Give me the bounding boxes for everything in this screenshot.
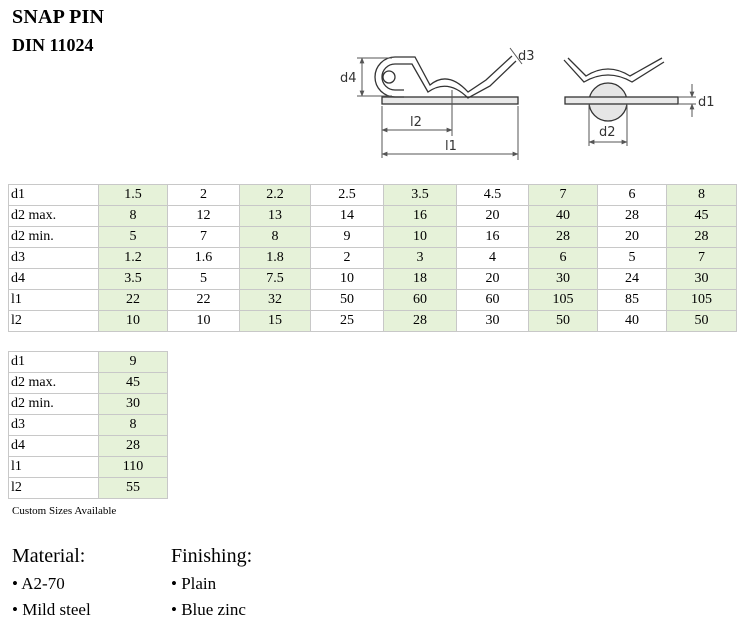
table-row	[9, 415, 168, 436]
row-label: d3	[9, 248, 99, 269]
table-cell: 14	[311, 206, 384, 227]
table-row	[9, 311, 737, 332]
table-cell: 50	[529, 311, 598, 332]
table-row	[9, 290, 737, 311]
table-cell: 28	[667, 227, 737, 248]
material-item: • A2-70	[12, 574, 65, 593]
table-row	[9, 269, 737, 290]
table-cell: 6	[529, 248, 598, 269]
row-label: l1	[9, 290, 99, 311]
table-row	[9, 457, 168, 478]
table-row	[9, 352, 168, 373]
table-cell: 30	[99, 394, 168, 415]
table-cell: 40	[529, 206, 598, 227]
material-item: • Mild steel	[12, 600, 91, 619]
table-cell: 60	[384, 290, 457, 311]
row-label: d2 min.	[9, 394, 99, 415]
row-label: d2 min.	[9, 227, 99, 248]
table-cell: 3.5	[99, 269, 168, 290]
table-cell: 1.2	[99, 248, 168, 269]
dim-label-d2: d2	[599, 125, 616, 140]
table-cell: 50	[667, 311, 737, 332]
table-row	[9, 394, 168, 415]
custom-sizes-note: Custom Sizes Available	[12, 505, 117, 517]
dim-label-d4: d4	[340, 71, 357, 86]
table-cell: 4.5	[457, 185, 529, 206]
table-cell: 8	[99, 415, 168, 436]
table-cell: 105	[529, 290, 598, 311]
table-cell: 30	[529, 269, 598, 290]
table-row	[9, 227, 737, 248]
table-cell: 60	[457, 290, 529, 311]
row-label: d1	[9, 185, 99, 206]
table-cell: 45	[667, 206, 737, 227]
table-cell: 28	[598, 206, 667, 227]
table-row	[9, 373, 168, 394]
table-cell: 5	[598, 248, 667, 269]
row-label: d2 max.	[9, 206, 99, 227]
table-cell: 22	[99, 290, 168, 311]
table-cell: 13	[240, 206, 311, 227]
table-cell: 3.5	[384, 185, 457, 206]
pin-end-view	[564, 58, 678, 121]
row-label: d2 max.	[9, 373, 99, 394]
finishing-heading: Finishing:	[171, 545, 253, 567]
row-label: l2	[9, 311, 99, 332]
table-cell: 2	[168, 185, 240, 206]
row-label: d4	[9, 269, 99, 290]
pin-side-clip	[375, 56, 516, 98]
row-label: l2	[9, 478, 99, 499]
table-cell: 45	[99, 373, 168, 394]
table-cell: 1.6	[168, 248, 240, 269]
table-cell: 85	[598, 290, 667, 311]
table-cell: 40	[598, 311, 667, 332]
row-label: d4	[9, 436, 99, 457]
finishing-item: • Plain	[171, 574, 217, 593]
table-cell: 32	[240, 290, 311, 311]
table-cell: 4	[457, 248, 529, 269]
table-cell: 25	[311, 311, 384, 332]
page-subtitle: DIN 11024	[12, 35, 94, 55]
material-section	[12, 545, 91, 626]
table-cell: 16	[384, 206, 457, 227]
table-cell: 15	[240, 311, 311, 332]
table-cell: 20	[457, 206, 529, 227]
dimensions-table-main	[8, 184, 737, 332]
table-cell: 18	[384, 269, 457, 290]
table-row	[9, 436, 168, 457]
table-cell: 20	[598, 227, 667, 248]
page-title: SNAP PIN	[12, 6, 105, 28]
table-cell: 105	[667, 290, 737, 311]
table-row	[9, 185, 737, 206]
table-cell: 10	[311, 269, 384, 290]
dim-label-d1: d1	[698, 95, 715, 110]
table-cell: 8	[240, 227, 311, 248]
pin-side-view	[382, 97, 518, 104]
table-cell: 1.8	[240, 248, 311, 269]
dim-label-l1: l1	[445, 139, 457, 154]
finishing-item: • Blue zinc	[171, 600, 246, 619]
table-cell: 30	[667, 269, 737, 290]
row-label: d1	[9, 352, 99, 373]
table-cell: 28	[529, 227, 598, 248]
table-row	[9, 206, 737, 227]
table-cell: 5	[168, 269, 240, 290]
table-cell: 22	[168, 290, 240, 311]
table-cell: 2.2	[240, 185, 311, 206]
table-cell: 10	[384, 227, 457, 248]
table-cell: 1.5	[99, 185, 168, 206]
table-cell: 55	[99, 478, 168, 499]
table-cell: 28	[99, 436, 168, 457]
table-cell: 5	[99, 227, 168, 248]
finishing-section	[171, 545, 252, 626]
table-cell: 8	[667, 185, 737, 206]
table-cell: 7	[667, 248, 737, 269]
table-cell: 50	[311, 290, 384, 311]
table-cell: 9	[99, 352, 168, 373]
table-cell: 20	[457, 269, 529, 290]
material-heading: Material:	[12, 545, 86, 567]
table-cell: 6	[598, 185, 667, 206]
table-cell: 7	[168, 227, 240, 248]
row-label: l1	[9, 457, 99, 478]
table-cell: 3	[384, 248, 457, 269]
table-cell: 10	[99, 311, 168, 332]
table-row	[9, 248, 737, 269]
table-cell: 2.5	[311, 185, 384, 206]
dim-label-l2: l2	[410, 115, 422, 130]
table-cell: 9	[311, 227, 384, 248]
table-cell: 12	[168, 206, 240, 227]
table-cell: 16	[457, 227, 529, 248]
table-cell: 30	[457, 311, 529, 332]
technical-drawing	[300, 40, 740, 165]
table-cell: 28	[384, 311, 457, 332]
table-cell: 7.5	[240, 269, 311, 290]
table-cell: 8	[99, 206, 168, 227]
dimensions-table-extra	[8, 351, 168, 499]
table-cell: 24	[598, 269, 667, 290]
table-row	[9, 478, 168, 499]
table-cell: 10	[168, 311, 240, 332]
dim-label-d3: d3	[518, 49, 535, 64]
table-cell: 110	[99, 457, 168, 478]
table-cell: 7	[529, 185, 598, 206]
table-cell: 2	[311, 248, 384, 269]
row-label: d3	[9, 415, 99, 436]
